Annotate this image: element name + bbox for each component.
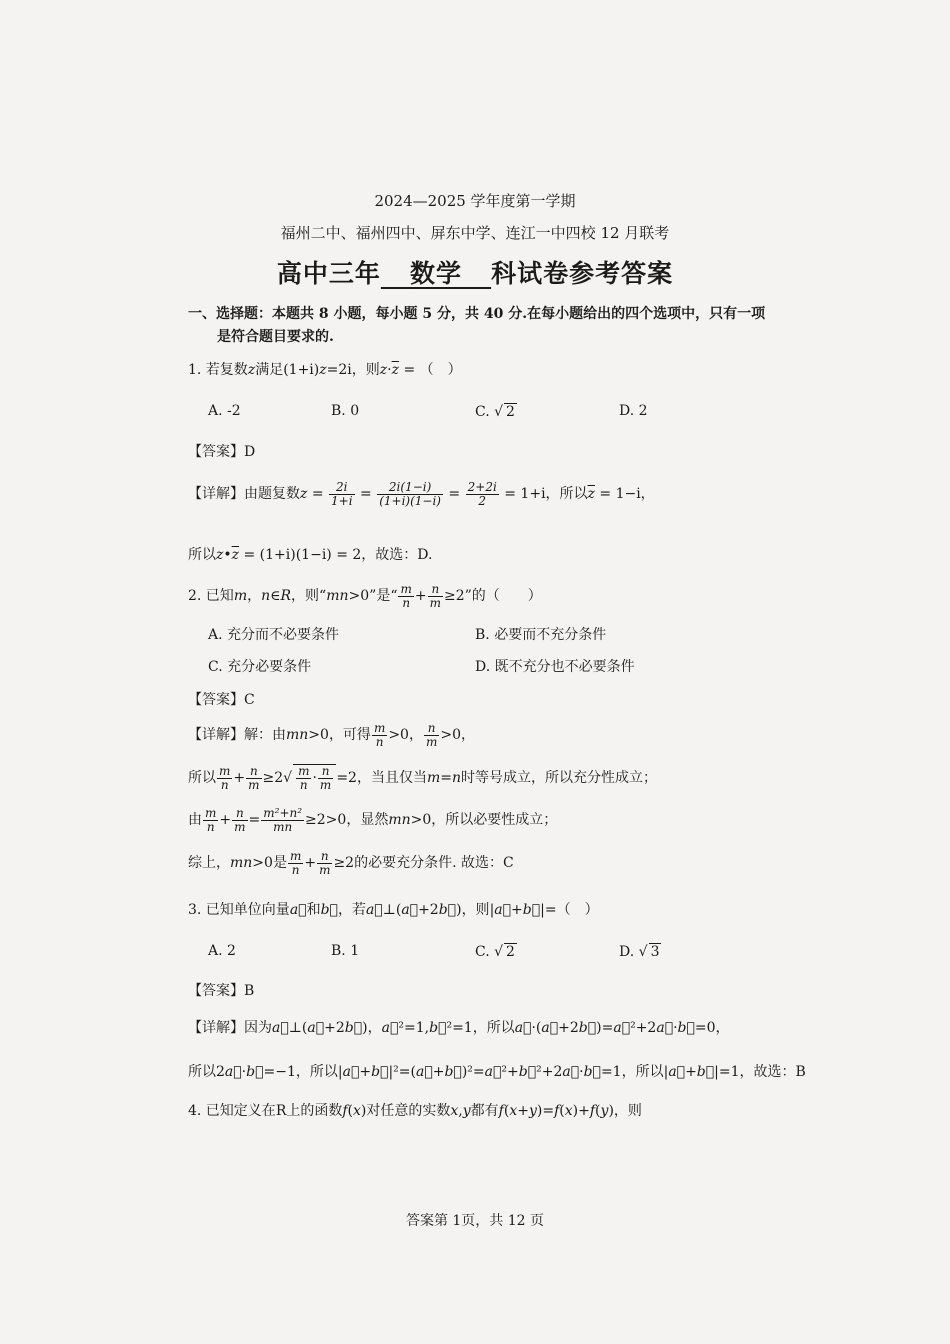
- q2-option-b: B. 必要而不充分条件: [475, 627, 607, 643]
- q2-option-a: A. 充分而不必要条件: [208, 627, 340, 643]
- q3-option-b: B. 1: [331, 943, 360, 959]
- term-heading: 2024—2025 学年度第一学期: [374, 192, 576, 210]
- section-heading-cont: 是符合题目要求的.: [217, 329, 334, 345]
- question-2-stem: 2. 已知m，n∈R，则“mn>0”是“ $\frac{m}{n}$ + $\frac{n}{m}$ ≥2”的（ ）: [188, 582, 542, 610]
- q1-option-b: B. 0: [331, 403, 360, 419]
- question-1-stem: 1. 若复数z满足(1+i)z=2i，则$z\cdot\overline{z}$ = （ ）: [188, 362, 462, 378]
- question-4-stem: 4. 已知定义在R上的函数f(x)对任意的实数x,y都有f(x+y)=f(x)+f(y)，则: [188, 1103, 642, 1119]
- q2-detail-1: 【详解】解：由mn>0，可得 $\frac{m}{n}$ >0， $\frac{n}{m}$ >0，: [188, 721, 475, 749]
- q3-option-c: C. √ 2: [475, 944, 515, 960]
- question-3-stem: 3. 已知单位向量a⃗和b⃗，若a⃗⊥(a⃗+2b⃗)，则|a⃗+b⃗|=（ ）: [188, 902, 599, 918]
- q2-detail-3: 由 $\frac{m}{n}$ + $\frac{n}{m}$ = $\frac{\text{m²+n²}}{mn}$ ≥2>0，显然mn>0，所以必要性成立；: [188, 806, 558, 834]
- q2-detail-4: 综上，mn>0是 $\frac{m}{n}$ + $\frac{n}{m}$ ≥2的必要充分条件. 故选：C: [188, 849, 514, 877]
- q2-option-d: D. 既不充分也不必要条件: [475, 659, 635, 675]
- q1-option-a: A. -2: [208, 403, 241, 419]
- q3-option-a: A. 2: [208, 943, 236, 959]
- q3-option-d: D. √ 3: [619, 944, 660, 960]
- q2-option-c: C. 充分必要条件: [208, 659, 312, 675]
- page-footer: 答案第 1页，共 12 页: [405, 1213, 545, 1229]
- q3-detail-1: 【详解】因为a⃗⊥(a⃗+2b⃗)，a⃗²=1,b⃗²=1，所以a⃗·(a⃗+2b⃗)=a⃗²+2a⃗·b⃗=0，: [188, 1020, 730, 1036]
- q1-option-c: C. √ 2: [475, 404, 515, 420]
- page-title: 高中三年 数学 科试卷参考答案: [276, 259, 674, 288]
- schools-heading: 福州二中、福州四中、屏东中学、连江一中四校 12 月联考: [280, 224, 670, 242]
- q1-option-d: D. 2: [619, 403, 648, 419]
- q1-detail-2: 所以$z•\overline{z} = (1+i)(1-i) = 2$，故选：D.: [188, 547, 433, 563]
- q1-detail: 【详解】由题复数z = $\frac{2i}{1+i}$ = $\frac{2i(1-i)}{(1+i)(1-i)}$ = $\frac{2+2i}{2}$ = 1+i，所以$\overline{z} = 1-i$，: [188, 480, 655, 508]
- q3-answer: 【答案】B: [188, 983, 255, 999]
- q2-answer: 【答案】C: [188, 692, 255, 708]
- q1-answer: 【答案】D: [188, 444, 256, 460]
- section-heading: 一、选择题：本题共 8 小题，每小题 5 分，共 40 分.在每小题给出的四个选项中，只有一项: [188, 306, 766, 322]
- q3-detail-2: 所以2a⃗·b⃗=−1，所以|a⃗+b⃗|²=(a⃗+b⃗)²=a⃗²+b⃗²+2a⃗·b⃗=1，所以|a⃗+b⃗|=1，故选：B: [188, 1064, 806, 1080]
- q2-detail-2: 所以 $\frac{m}{n}$ + $\frac{n}{m}$ ≥2√ $\frac{m}{n}$ · $\frac{n}{m}$ =2，当且仅当m=n时等号成立，所以充分性成立；: [188, 764, 657, 792]
